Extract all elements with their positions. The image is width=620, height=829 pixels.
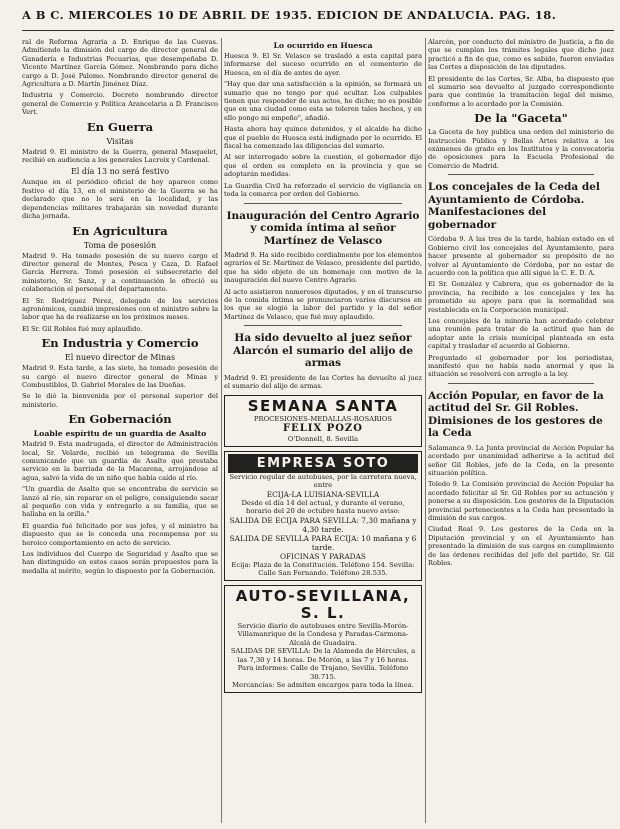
section-title-industria: En Industria y Comercio [41,336,199,351]
paragraph: Ciudad Real 9. Los gestores de la Ceda en la Diputación provincial y en el Ayuntamiento han presentado la dimisión de sus cargos en cumplimiento de las órdenes recibidas del jefe del partido, Sr. Gil Robles. [428,525,614,568]
paragraph: El Sr. Rodríguez Pérez, delegado de los servicios agronómicos, cambió impresiones con el ministro sobre la labor que ha de realizarse en los próximos meses. [22,296,218,322]
ad-title: AUTO-SEVILLANA, S. L. [235,586,411,622]
paragraph: Los individuos del Cuerpo de Seguridad y Asalto que se han distinguido en estos casos serán propuestos para la medalla al mérito, según lo dispuesto por la Gobernación. [22,550,218,575]
ad-auto-sevillana [224,585,422,693]
paragraph: El guardia fué felicitado por sus jefes, y el ministro ha dispuesto que se le conceda una recompensa por su heroico comportamiento en acto de servicio. [22,521,218,547]
headline-centro-agrario: Inauguración del Centro Agrario y comida íntima al señor Martínez de Velasco [226,209,420,247]
ad-line: Desde el día 14 del actual, y durante el verano, horario del 20 de octubre hasta nuevo aviso: [241,498,405,516]
paragraph: "Hay que dar una satisfacción a la opinión, se formará un sumario que no tengo por qué ocultar. Los culpables tienen que responder de sus actos, he dicho; no es posible que en una ciudad como esta se toleren tales hechos, y en ello pongo mi empeño", añadió. [224,80,422,122]
ad-address: O'Donnell, 8. Sevilla [287,435,359,444]
page-header: A B C. MIERCOLES 10 DE ABRIL DE 1935. EDICION DE ANDALUCIA. PAG. 18. [22,8,557,22]
paragraph: Toledo 9. La Comisión provincial de Acción Popular ha acordado felicitar al Sr. Gil Robles por su actuación y ponerse a su disposición. Los gestores de la Diputación provincial pertenecientes a la Ceda han presentado la dimisión de sus cargos. [428,480,614,523]
separator [448,383,594,384]
subtitle: Loable espíritu de un guardia de Asalto [33,429,207,439]
ad-line: SALIDA DE ECIJA PARA SEVILLA: 7,30 mañana y 4,30 tarde. [229,515,417,534]
paragraph: El Sr. González y Cabrera, que es gobernador de la provincia, ha recibido a los concejales y les ha prometido su apoyo para que la normalidad sea restablecida en la Corporación municipal. [428,280,614,314]
paragraph: Preguntado el gobernador por los periodistas, manifestó que no había nada anormal y que la situación se resolverá con arreglo a la ley. [428,353,614,379]
separator [244,325,402,326]
ad-title: EMPRESA SOTO [228,454,418,473]
paragraph: Industria y Comercio. Decreto nombrando director general de Comercio y Política Arancelaria a D. Francisco Vert. [22,91,218,117]
subtitle: Visitas [106,136,134,146]
ad-line: Para informes: Calle de Trajano, Sevilla. Teléfono 30.715. [237,664,409,681]
ad-line: Ecija: Plaza de la Constitución. Teléfono 154. Sevilla: Calle San Fernando. Teléfono 28.535. [231,560,415,578]
subtitle: Toma de posesión [83,240,157,250]
section-title-gobernacion: En Gobernación [68,412,172,427]
headline-accion-popular: Acción Popular, en favor de la actitud del Sr. Gil Robles. Dimisiones de los gestores de la Ceda [428,389,604,440]
paragraph: El Sr. Gil Robles fué muy aplaudido. [22,324,143,333]
ad-line: Servicio regular de autobuses, por la carretera nueva, entre [229,472,417,490]
paragraph: Madrid 9. Esta madrugada, el director de Administración local, Sr. Velarde, recibió un telegrama de Sevilla comunicando que un guardia de Asalto que prestaba servicio en la barriada de la Macarena, arrojándose al agua, salvó la vida de un niño que había caído al río. [22,440,218,482]
headline-huesca: Lo ocurrido en Huesca [273,41,373,50]
section-title-guerra: En Guerra [86,119,154,134]
paragraph: Madrid 9. Ha sido recibido cordialmente por los elementos agrarios el Sr. Martínez de Velasco, presidente del partido, que ha sido objeto de un homenaje con motivo de la inauguración del nuevo Centro Agrario. [224,251,422,285]
section-title-agricultura: En Agricultura [72,223,168,238]
subtitle: El día 13 no será festivo [70,167,170,177]
column-2 [224,38,422,823]
paragraph: Madrid 9. El ministro de la Guerra, general Masquelet, recibió en audiencia a los generales Lacroix y Cardenal. [22,147,218,165]
column-divider [425,38,426,823]
newspaper-page [22,0,614,829]
column-1 [22,38,218,823]
ad-line: SALIDAS DE SEVILLA: De la Alameda de Hércules, a las 7,30 y 14 horas. De Morón, a las 7 y 16 horas. [230,647,416,664]
column-divider [221,38,222,823]
separator [244,203,402,204]
column-3 [428,38,614,823]
paragraph: Al acto asistieron numerosos diputados, y en el transcurso de la comida íntima se pronunciaron varios discursos en los que se elogió la labor del partido y la del señor Martínez de Velasco, que fué muy aplaudido. [224,287,422,321]
paragraph: Al ser interrogado sobre la cuestión, el gobernador dijo que el orden es completo en la provincia y que se adoptarán medidas. [224,153,422,179]
paragraph: Alarcón, por conducto del ministro de Justicia, a fin de que se cumplan los trámites legales que dicho juez practicó a fin de que, como es sabido, fueron enviadas las Cortes a disposición de los diputados. [428,38,614,72]
ad-title: SEMANA SANTA [247,396,399,415]
headline-cordoba: Los concejales de la Ceda del Ayuntamiento de Córdoba. Manifestaciones del gobernador [428,181,600,231]
paragraph: Salamanca 9. La Junta provincial de Acción Popular ha acordado por unanimidad adherirse a la actitud del señor Gil Robles, jefe de la Ceda, en la presente situación política. [428,443,614,477]
headline-alarcon: Ha sido devuelto al juez señor Alarcón el sumario del alijo de armas [232,332,414,370]
ad-semana-santa [224,395,422,447]
ad-line: Mercancías: Se admiten encargos para toda la línea. [232,681,414,690]
paragraph: "Un guardia de Asalto que se encontraba de servicio se lanzó al río, sin reparar en el peligro, consiguiendo sacar al pequeño con vida y entregarlo a su familia, que se hallaba en la orilla." [22,485,218,519]
ad-line: Servicio diario de autobuses entre Sevilla-Morón-Villamanrique de la Condesa y Paradas-Carmona-Alcalá de Guadaira. [237,621,409,647]
separator [448,174,594,175]
paragraph: Córdoba 9. A las tres de la tarde, habían estado en el Gobierno civil los concejales del Ayuntamiento, para hacer presente al gobernador su propósito de no volver al Ayuntamiento de Córdoba, por no estar de acuerdo con la política que allí sigue la C. E. D. A. [428,235,614,277]
ad-line: SALIDA DE SEVILLA PARA ECIJA: 10 mañana y 6 tarde. [229,533,417,552]
header-rule [22,30,614,31]
ad-empresa-soto [224,451,422,581]
paragraph: Se le dió la bienvenida por el personal superior del ministerio. [22,392,218,409]
paragraph: Aunque en el periódico oficial de hoy aparece como festivo el día 13, en el ministerio de la Guerra se ha declarado que no lo será en la localidad, y las dependencias militares trabajarán sin novedad durante dicha jornada. [22,178,218,221]
paragraph: Los concejales de la minoría han acordado celebrar una reunión para tratar de la actitud que han de adoptar ante la crisis municipal planteada en esta capital y trasladar el acuerdo al Gobierno. [428,316,614,351]
paragraph: Madrid 9. Ha tomado posesión de su nuevo cargo el director general de Montes, Pesca y Caza, D. Rafael García Herrera. Tomó posesión el subsecretario del ministerio, Sr. Sanz, y a continuación le ofreció su colaboración el personal del departamento. [22,251,218,294]
section-title-gaceta: De la "Gaceta" [474,111,568,126]
ad-line: ECIJA-LA LUISIANA-SEVILLA [266,489,380,499]
paragraph: Huesca 9. El Sr. Velasco se trasladó a esta capital para informarse del suceso ocurrido en el cementerio de Huesca, en el día de antes de ayer. [224,52,422,77]
paragraph: La Gaceta de hoy publica una orden del ministerio de Instrucción Pública y Bellas Artes relativa a los exámenes de grado en los Institutos y la convocatoria de oposiciones para la Escuela Profesional de Comercio de Madrid. [428,128,614,170]
subtitle: El nuevo director de Minas [64,353,176,363]
ad-line: PROCESIONES-MEDALLAS-ROSARIOS [253,414,393,423]
paragraph: ral de Reforma Agraria a D. Enrique de las Cuevas. Admitiendo la dimisión del cargo de director general de Ganadería e Industrias Pecuarias, que desempeñaba D. Vicente Martínez García Gómez. Nombrando para dicho cargo a D. José Palomo. Nombrando director general de Agricultura a D. Martín Jiménez Díaz. [22,38,218,89]
paragraph: El presidente de las Cortes, Sr. Alba, ha dispuesto que el sumario sea devuelto al juzgado correspondiente para que continúe la tramitación legal del mismo, conforme a lo acordado por la Comisión. [428,74,614,108]
paragraph: Hasta ahora hay quince detenidos, y el alcalde ha dicho que el pueblo de Huesca está indignado por lo ocurrido. El fiscal ha comenzado las diligencias del sumario. [224,125,422,151]
paragraph: Madrid 9. Esta tarde, a las siete, ha tomado posesión de su cargo el nuevo director general de Minas y Combustibles, D. Gabriel Morales de las Dueñas. [22,364,218,389]
ad-name: FELIX POZO [283,423,363,435]
ad-line: OFICINAS Y PARADAS [280,551,366,561]
paragraph: La Guardia Civil ha reforzado el servicio de vigilancia en toda la comarca por orden del Gobierno. [224,181,422,199]
paragraph: Madrid 9. El presidente de las Cortes ha devuelto al juez el sumario del alijo de armas. [224,373,422,391]
